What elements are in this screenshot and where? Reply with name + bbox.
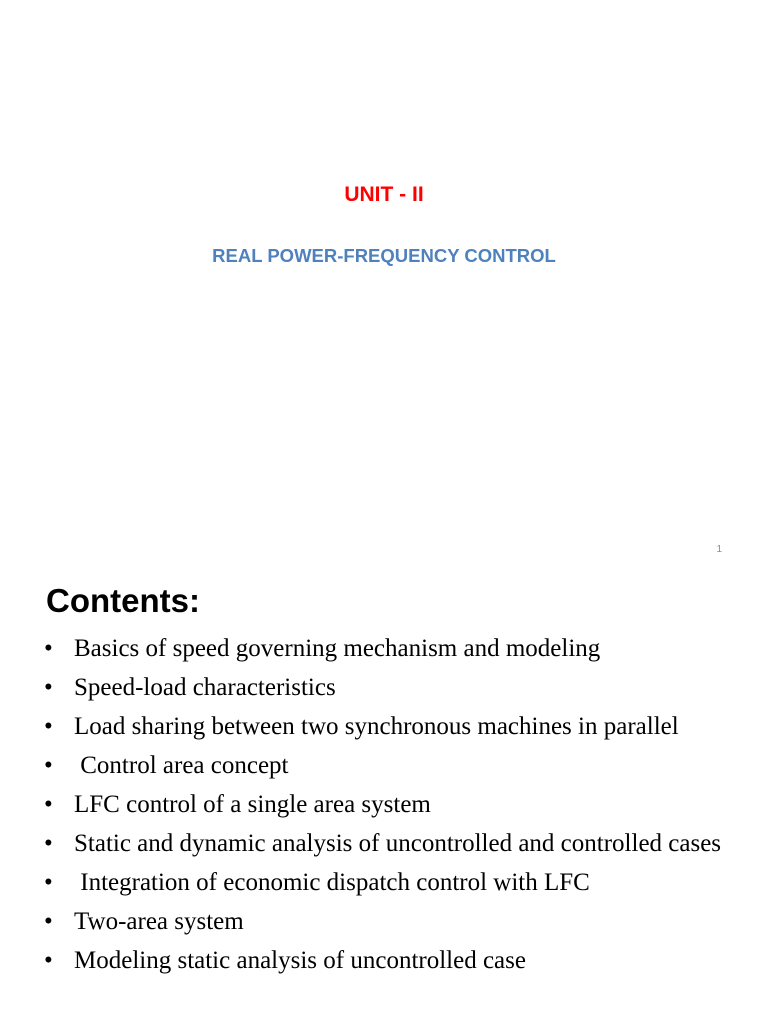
list-item-text: Control area concept (74, 752, 289, 779)
bullet-icon: • (44, 713, 53, 740)
contents-list (44, 632, 744, 983)
bullet-icon: • (44, 791, 53, 818)
list-item-text: Two-area system (74, 908, 244, 935)
list-item (44, 827, 744, 860)
list-item-text: Modeling static analysis of uncontrolled case (74, 947, 526, 974)
unit-title: UNIT - II (344, 183, 424, 206)
bullet-icon: • (44, 674, 53, 701)
list-item-text: Static and dynamic analysis of uncontrolled and controlled cases (74, 830, 722, 857)
list-item (44, 905, 744, 938)
bullet-icon: • (44, 830, 53, 857)
list-item (44, 788, 744, 821)
bullet-icon: • (44, 869, 53, 896)
list-item (44, 710, 744, 743)
list-item (44, 944, 744, 977)
list-item-text: Load sharing between two synchronous machines in parallel (74, 713, 679, 740)
page-number: 1 (716, 544, 722, 555)
slide-subtitle: REAL POWER-FREQUENCY CONTROL (212, 245, 556, 266)
list-item-text: Speed-load characteristics (74, 674, 336, 701)
list-item-text: LFC control of a single area system (74, 791, 431, 818)
bullet-icon: • (44, 752, 53, 779)
list-item-text: Integration of economic dispatch control with LFC (74, 869, 590, 896)
list-item (44, 632, 744, 665)
list-item (44, 866, 744, 899)
bullet-icon: • (44, 947, 53, 974)
list-item (44, 671, 744, 704)
contents-slide (0, 576, 768, 1024)
list-item (44, 749, 744, 782)
contents-heading: Contents: (46, 582, 200, 619)
bullet-icon: • (44, 908, 53, 935)
bullet-icon: • (44, 635, 53, 662)
list-item-text: Basics of speed governing mechanism and modeling (74, 635, 601, 662)
